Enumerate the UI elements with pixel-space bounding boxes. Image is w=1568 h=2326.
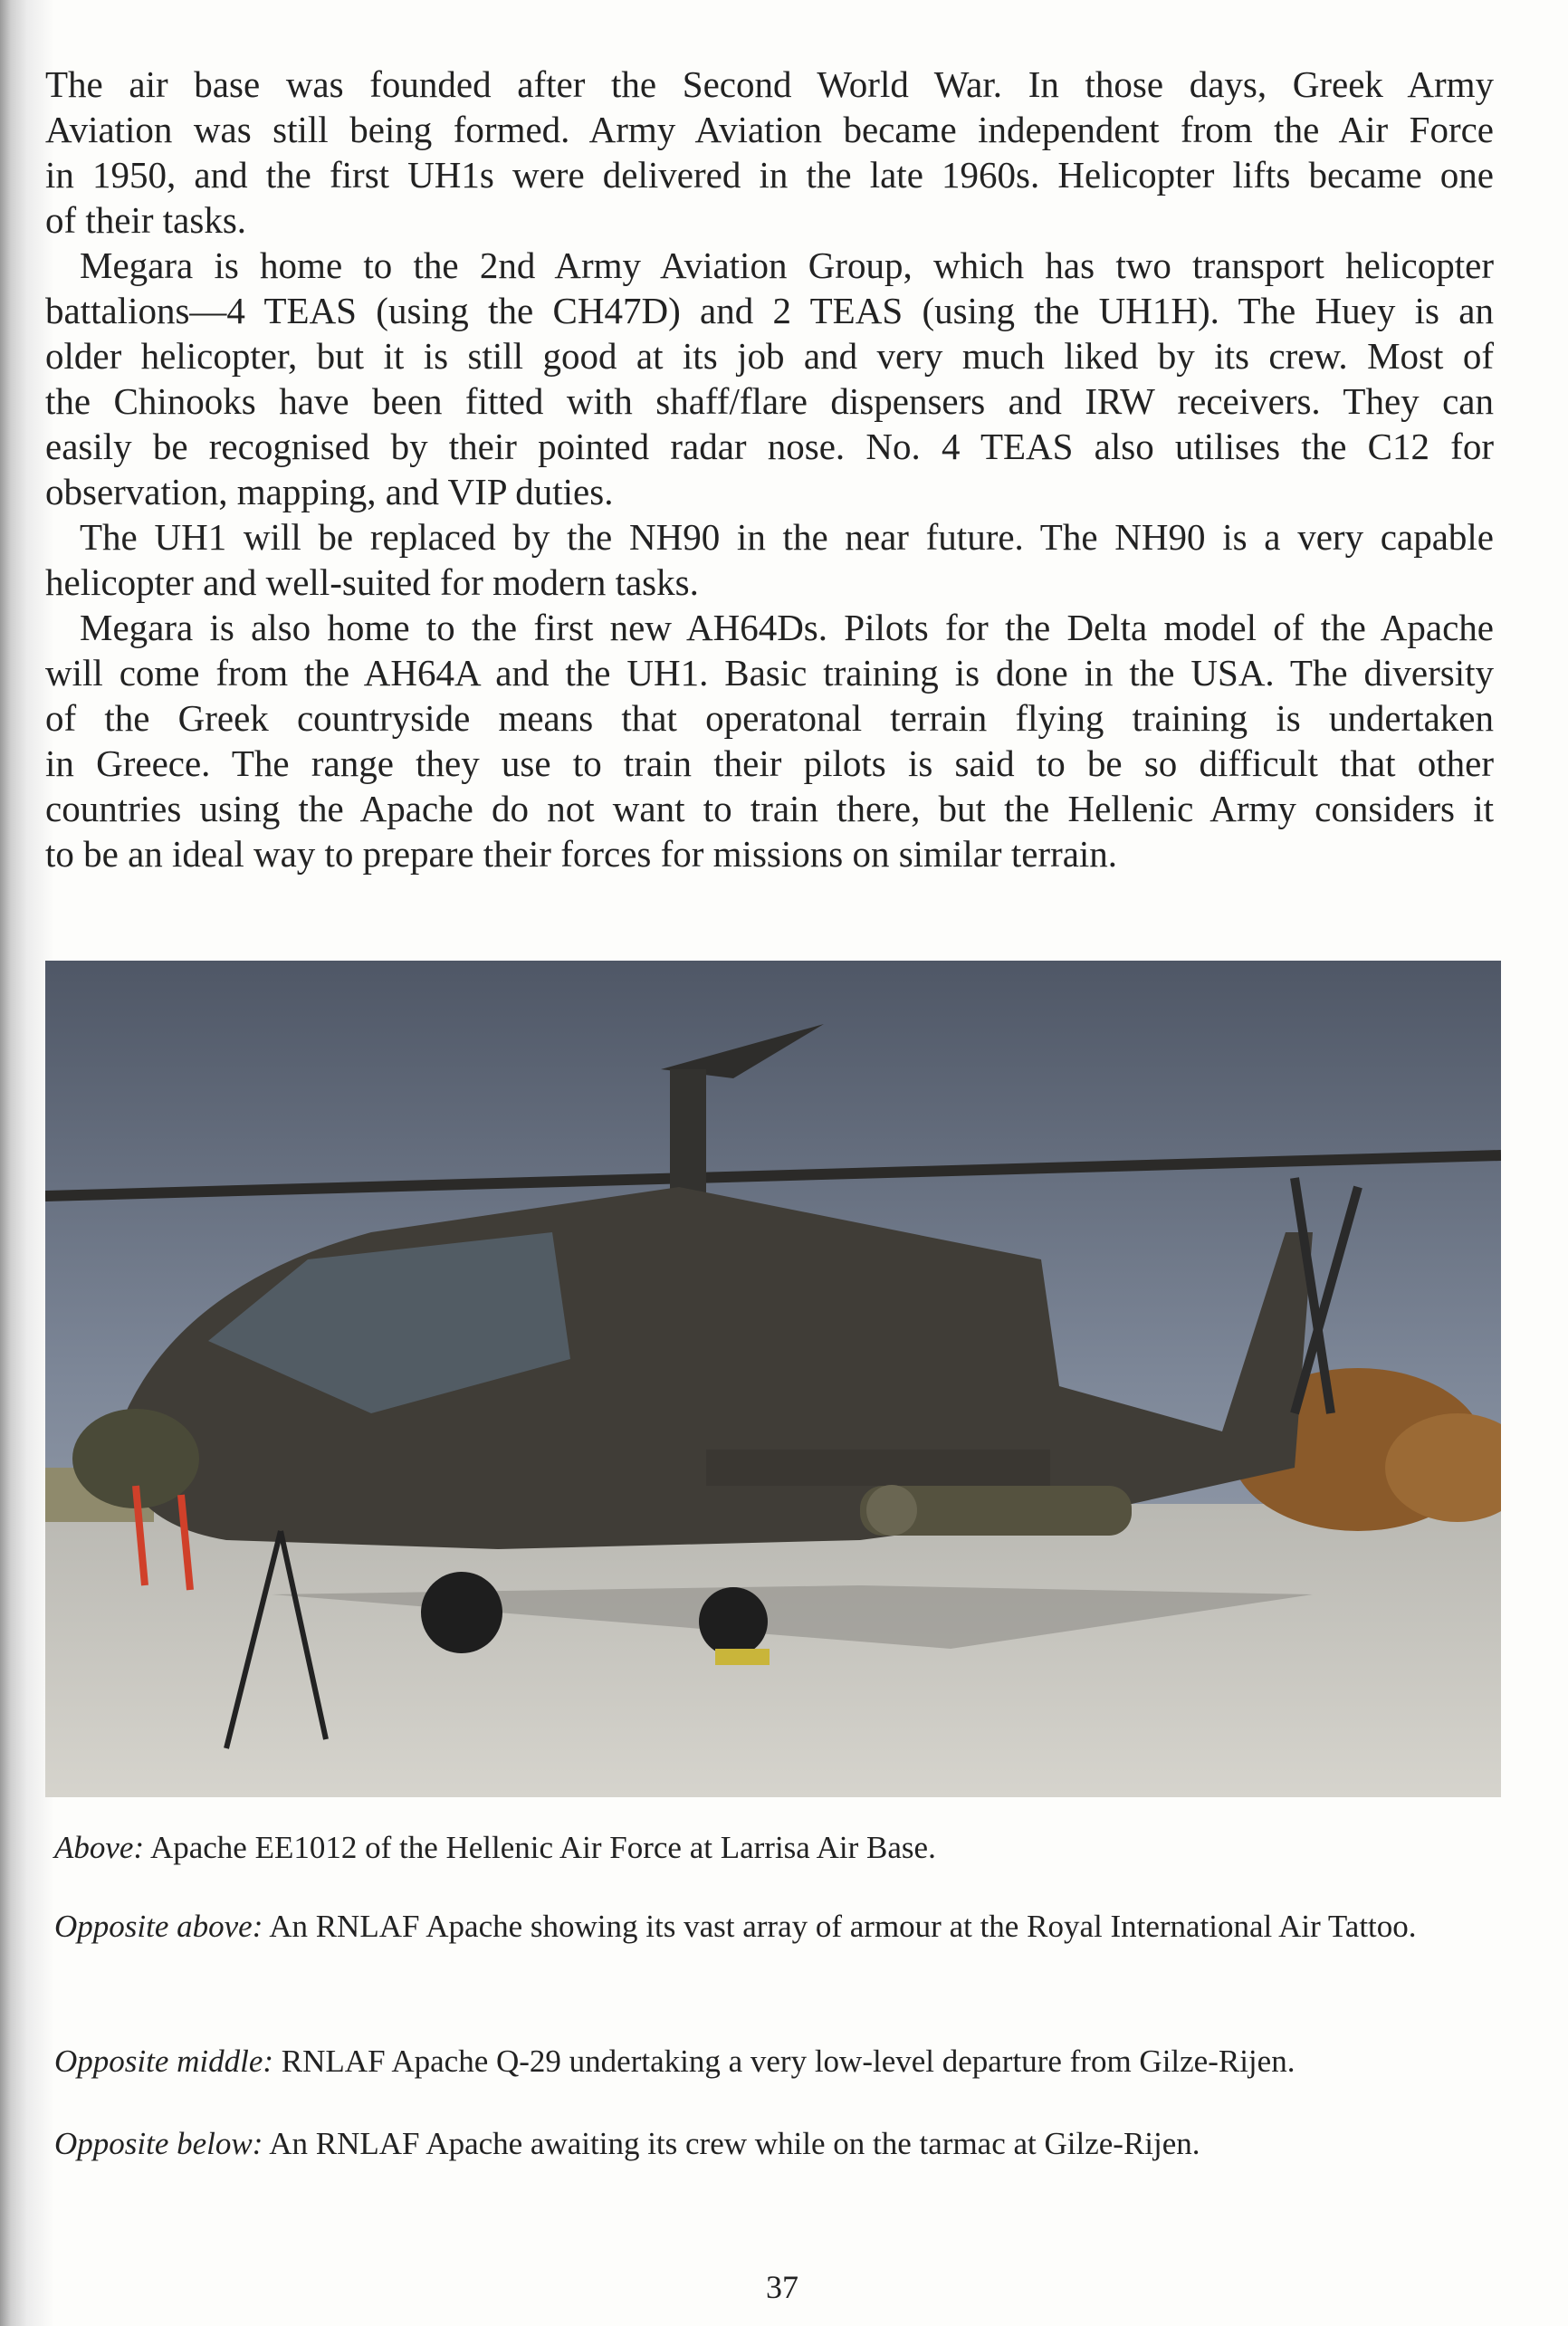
paragraph-4 [45, 605, 1494, 876]
text-line: battalions—4 TEAS (using the CH47D) and 2 TEAS (using the UH1H). The Huey is an [45, 290, 1494, 331]
text-line: Aviation was still being formed. Army Aviation became independent from the Air Force [45, 109, 1494, 150]
caption-opposite-middle [54, 2040, 1521, 2083]
text-line: of their tasks. [45, 199, 247, 241]
text-line: older helicopter, but it is still good at its job and very much liked by its crew. Most of [45, 335, 1494, 377]
text-line: Megara is home to the 2nd Army Aviation Group, which has two transport helicopter [80, 244, 1494, 286]
caption-above [54, 1826, 1521, 1870]
paragraph-1 [45, 62, 1494, 243]
text-line: observation, mapping, and VIP duties. [45, 471, 614, 512]
caption-label: Opposite middle: [54, 2044, 274, 2079]
caption-text: An RNLAF Apache showing its vast array of armour at the Royal International Air Tattoo. [269, 1909, 1417, 1944]
caption-text: An RNLAF Apache awaiting its crew while on the tarmac at Gilze-Rijen. [269, 2126, 1200, 2161]
text-line: The UH1 will be replaced by the NH90 in the near future. The NH90 is a very capable [80, 516, 1494, 558]
caption-label: Above: [54, 1830, 145, 1865]
paragraph-2 [45, 243, 1494, 514]
caption-text: RNLAF Apache Q-29 undertaking a very low-level departure from Gilze-Rijen. [281, 2044, 1296, 2079]
caption-opposite-above [54, 1905, 1521, 1948]
text-line: countries using the Apache do not want to train there, but the Hellenic Army considers it [45, 788, 1494, 829]
caption-label: Opposite below: [54, 2126, 263, 2161]
body-text [45, 62, 1494, 876]
text-line: easily be recognised by their pointed radar nose. No. 4 TEAS also utilises the C12 for [45, 426, 1494, 467]
text-line: Megara is also home to the first new AH64Ds. Pilots for the Delta model of the Apache [80, 607, 1494, 648]
text-line: will come from the AH64A and the UH1. Basic training is done in the USA. The diversity [45, 652, 1494, 694]
text-line: The air base was founded after the Second World War. In those days, Greek Army [45, 63, 1494, 105]
caption-label: Opposite above: [54, 1909, 263, 1944]
text-line: in 1950, and the first UH1s were delivered in the late 1960s. Helicopter lifts became one [45, 154, 1494, 196]
text-line: in Greece. The range they use to train their pilots is said to be so difficult that other [45, 742, 1494, 784]
caption-opposite-below [54, 2122, 1521, 2166]
apache-helicopter-photo [45, 961, 1501, 1797]
caption-text: Apache EE1012 of the Hellenic Air Force at Larrisa Air Base. [149, 1830, 936, 1865]
paragraph-3 [45, 514, 1494, 605]
text-line: the Chinooks have been fitted with shaff/flare dispensers and IRW receivers. They can [45, 380, 1494, 422]
text-line: of the Greek countryside means that operatonal terrain flying training is undertaken [45, 697, 1494, 739]
text-line: to be an ideal way to prepare their forces for missions on similar terrain. [45, 833, 1118, 875]
text-line: helicopter and well-suited for modern tasks. [45, 561, 699, 603]
page-number: 37 [766, 2269, 798, 2305]
